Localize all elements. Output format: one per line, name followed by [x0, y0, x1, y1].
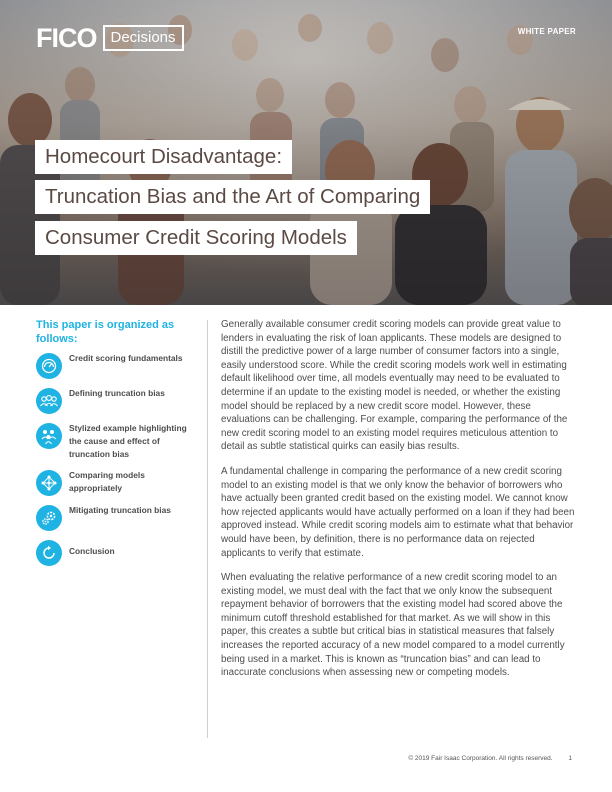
toc-item-label: Credit scoring fundamentals [69, 353, 183, 363]
toc-item-label: Conclusion [69, 546, 115, 556]
crowd-icon [36, 423, 62, 449]
toc-item-defining-truncation-bias[interactable] [36, 387, 196, 414]
gauge-icon [36, 353, 62, 379]
toc-intro: This paper is organized as follows: [36, 319, 175, 345]
toc-item-conclusion[interactable] [36, 539, 196, 566]
people-group-icon [36, 388, 62, 414]
column-divider [207, 320, 208, 738]
fico-logo [36, 24, 184, 52]
page-number: 1 [568, 755, 572, 762]
body-text [221, 318, 576, 691]
toc-item-stylized-example[interactable] [36, 422, 196, 461]
hero-photo [0, 0, 612, 305]
body-paragraph-1: Generally available consumer credit scoring models can provide great value to lenders in evaluating the risk of loan applicants. These models are designed to distill the predictive power of a large number of consumer factors into a single, easily understood score. While the credit scoring models work well in estimating default likelihood over time, all models eventually may need to be evaluated to determine if an update to the existing model is needed, or whether the existing model should be replaced by a new credit score model. However, these evaluations can be challenging. For example, comparing the performance of the new credit scoring model to an existing model requires meticulous attention to detail as subtle statistical quirks can easily bias results. [221, 319, 568, 453]
toc-item-label: Comparing models appropriately [69, 470, 145, 493]
network-icon [36, 470, 62, 496]
document-type-label: WHITE PAPER [517, 27, 576, 36]
logo-brand: FICO [36, 23, 97, 53]
table-of-contents [36, 318, 196, 574]
page-footer [408, 755, 572, 762]
body-paragraph-3: When evaluating the relative performance of a new credit scoring model to an existing model, we must deal with the fact that we only know the subsequent repayment behavior of borrowers that the existing model had scored above the minimum cutoff threshold established for that market. As we will show in this paper, this creates a subtle but critical bias in statistical measures that falsely increases the reported accuracy of a new model compared to a model currently being used in a market. This is known as “truncation bias” and can lead to inaccurate conclusions when assessing new or competing models. [221, 572, 565, 679]
toc-item-label: Mitigating truncation bias [69, 505, 171, 515]
toc-item-mitigating-truncation-bias[interactable] [36, 504, 196, 531]
toc-item-comparing-models[interactable] [36, 469, 196, 496]
copyright-notice: © 2019 Fair Isaac Corporation. All rights reserved. [408, 755, 553, 762]
title-line-3: Consumer Credit Scoring Models [35, 221, 357, 255]
toc-item-label: Stylized example highlighting the cause and effect of truncation bias [69, 423, 187, 459]
circle-arrows-icon [36, 540, 62, 566]
toc-item-label: Defining truncation bias [69, 388, 165, 398]
title-line-1: Homecourt Disadvantage: [35, 140, 292, 174]
toc-item-credit-scoring-fundamentals[interactable] [36, 352, 196, 379]
title-line-2: Truncation Bias and the Art of Comparing [35, 180, 430, 214]
body-paragraph-2: A fundamental challenge in comparing the performance of a new credit scoring model to an existing model is that we only know the behavior of borrowers who have actually been granted credit based on the existing model. We cannot know how rejected applicants would have actually performed on a loan if they had been approved instead. While credit scoring models aim to estimate what that behavior would have been, by definition, there is no performance data on rejected applicants to verify that estimate. [221, 465, 575, 559]
logo-product: Decisions [103, 25, 184, 51]
gears-icon [36, 505, 62, 531]
